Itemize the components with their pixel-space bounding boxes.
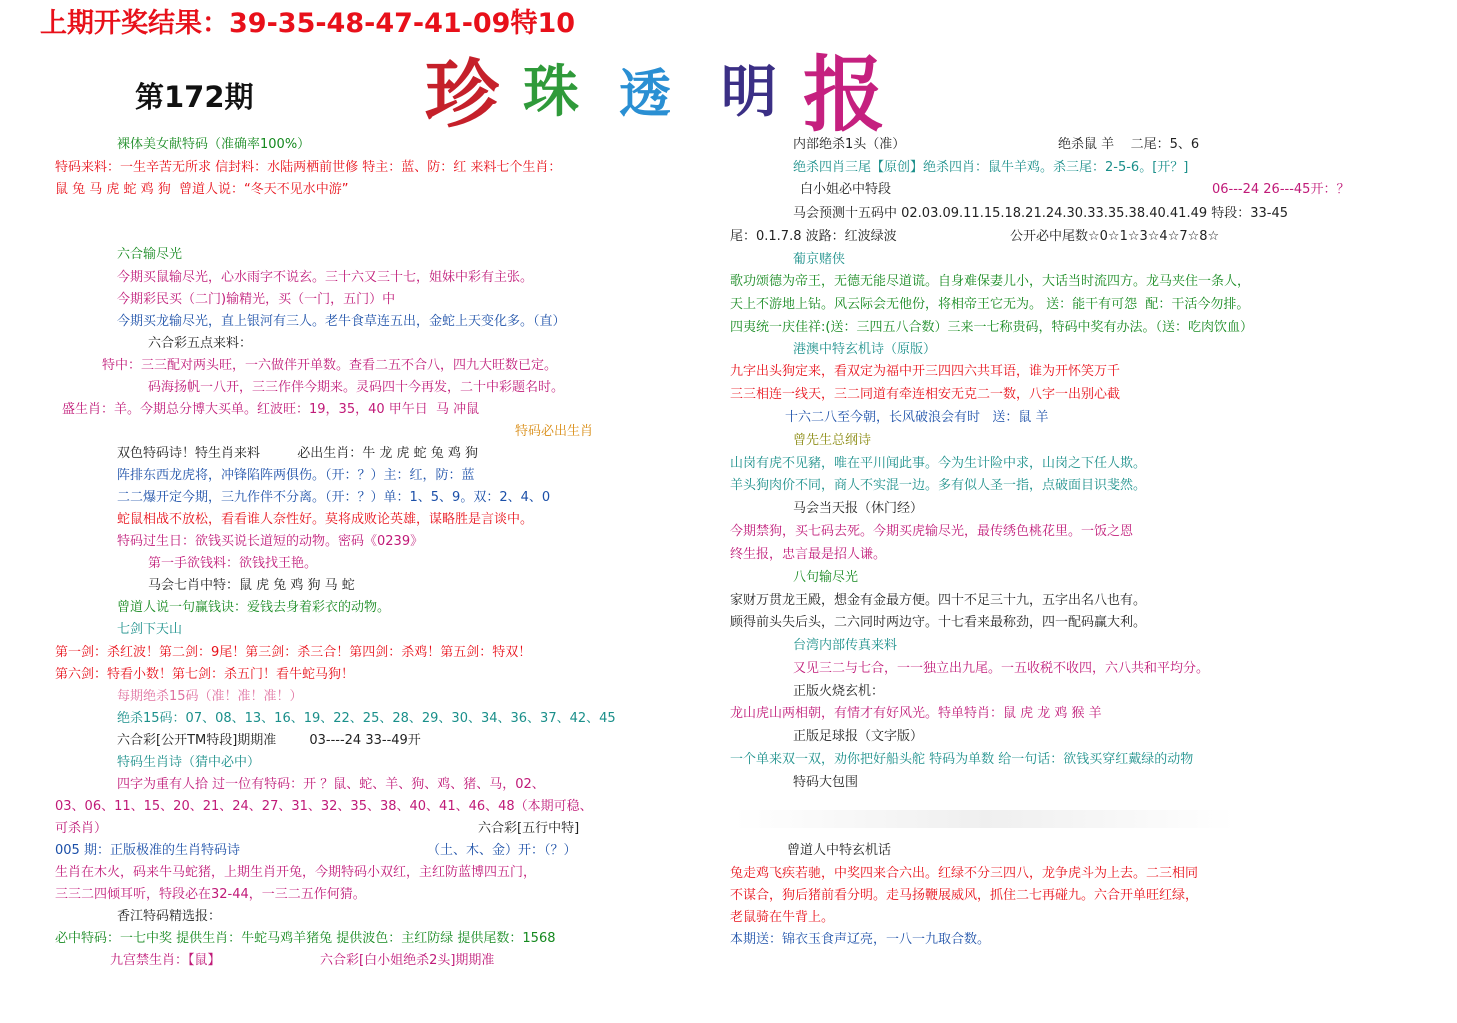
left-line: 今期买龙输尽光，直上银河有三人。老牛食草连五出，金蛇上天变化多。（直） — [117, 314, 566, 329]
left-line: 蛇鼠相战不放松，看看谁人奈性好。莫将成败论英雄，谋略胜是言谈中。 — [117, 512, 534, 527]
right-line: 港澳中特玄机诗（原版） — [793, 342, 937, 357]
right-line: 又见三二与七合，一一独立出九尾。一五收税不收四，六八共和平均分。 — [793, 661, 1210, 676]
right-line: 老鼠骑在牛背上。 — [730, 910, 835, 925]
right-line: 马会当天报（休门经） — [793, 501, 924, 516]
right-line: 台湾内部传真来料 — [793, 638, 898, 653]
left-line: 六合彩[公开TM特段]期期准 03----24 33--49开 — [117, 733, 421, 748]
left-line: 特中：三三配对两头旺，一六做伴开单数。查看二五不合八，四九大旺数已定。 — [102, 358, 558, 373]
right-line: 06---24 26---45开：？ — [1212, 182, 1350, 197]
left-line: 鼠 兔 马 虎 蛇 鸡 狗 曾道人说：“冬天不见水中游” — [55, 182, 349, 197]
left-line: 四字为重有人拾 过一位有特码：开 ？鼠、蛇、羊、狗、鸡、猪、马，02、 — [117, 777, 545, 792]
left-line: 今期买鼠输尽光，心水雨字不说玄。三十六又三十七，姐妹中彩有主张。 — [117, 270, 534, 285]
right-line: 八句输尽光 — [793, 570, 859, 585]
right-line: 家财万贯龙王殿，想金有金最方便。四十不足三十九，五字出名八也有。 — [730, 593, 1147, 608]
right-line: 羊头狗肉价不同，商人不实混一边。多有似人圣一指，点破面目识斐然。 — [730, 478, 1147, 493]
left-line: 二二爆开定今期，三九作伴不分离。（开：？）单：1、5、9。双：2、4、0 — [117, 490, 551, 505]
left-line: 每期绝杀15码（准！准！准！） — [117, 689, 303, 704]
left-line: 特码生肖诗（猜中必中） — [117, 755, 261, 770]
left-line: 马会七肖中特：鼠 虎 兔 鸡 狗 马 蛇 — [148, 578, 355, 593]
left-line: 七剑下天山 — [117, 622, 183, 637]
masthead-char-3: 透 — [619, 64, 672, 125]
masthead-char-2: 珠 — [523, 59, 579, 125]
left-line: 今期彩民买（二门)输精光，买（一门，五门）中 — [117, 292, 396, 307]
right-line: 山岗有虎不见豬，唯在平川闻此事。今为生计险中求，山岗之下任人欺。 — [730, 456, 1147, 471]
right-line: 兔走鸡飞疾若驰，中奖四来合六出。红绿不分三四八，龙争虎斗为上去。二三相同 — [730, 866, 1199, 881]
right-line: 四夷统一庆佳祥:(送：三四五八合数）三来一七称贵码，特码中奖有办法。（送：吃肉饮血） — [730, 320, 1253, 335]
left-line: 裸体美女献特码（准确率100%） — [117, 137, 311, 152]
right-line: 三三相连一线天，三二同道有牵连相安无克二一数，八字一出别心截 — [730, 387, 1121, 402]
left-line: 005 期：正版极准的生肖特码诗 — [55, 843, 240, 858]
right-line: 曾道人中特玄机话 — [787, 843, 892, 858]
left-line: 六合彩[白小姐绝杀2头]期期准 — [320, 953, 495, 968]
left-line: 特码过生日：欲钱买说长道短的动物。密码《0239》 — [117, 534, 424, 549]
right-line: 九字出头狗定来，看双定为福中开三四四六共耳语，谁为开怀笑万千 — [730, 364, 1121, 379]
right-line: 正版火烧玄机： — [793, 684, 885, 699]
right-line: 尾：0.1.7.8 波路：红波绿波 — [730, 229, 897, 244]
left-line: 第一手欲钱料：欲钱找王艳。 — [148, 556, 318, 571]
left-line: 必中特码：一七中奖 提供生肖：牛蛇马鸡羊猪兔 提供波色：主红防绿 提供尾数：1568 — [55, 931, 556, 946]
left-line: 阵排东西龙虎将，冲锋陷阵两俱伤。（开：？）主：红，防：蓝 — [117, 468, 475, 483]
right-line: 终生报，忠言最是招人谦。 — [730, 547, 887, 562]
right-line: 今期禁狗，买七码去死。今期买虎输尽光，最传绣色桃花里。一饭之恩 — [730, 524, 1134, 539]
right-line: 内部绝杀1头（准） — [793, 137, 906, 152]
left-line: （土、木、金）开：（？） — [427, 843, 577, 858]
left-line: 特码来料：一生辛苦无所求 信封料：水陆两栖前世修 特主：蓝、防：红 来料七个生肖： — [55, 160, 562, 175]
right-line: 曾先生总纲诗 — [793, 433, 872, 448]
right-line: 一个单来双一双，劝你把好船头舵 特码为单数 给一句话：欲钱买穿红戴绿的动物 — [730, 752, 1194, 767]
right-line: 本期送：锦衣玉食声辽亮，一八一九取合数。 — [730, 932, 991, 947]
right-line: 歌功颂德为帝王，无德无能尽道谎。自身难保妻儿小，大话当时流四方。龙马夹住一条人， — [730, 274, 1251, 289]
right-line: 顾得前头失后头，二六同时两边守。十七看来最称劲，四一配码赢大利。 — [730, 615, 1147, 630]
left-line: 六合彩[五行中特] — [478, 821, 580, 836]
left-line: 双色特码诗！特生肖来料 必出生肖：牛 龙 虎 蛇 兔 鸡 狗 — [117, 446, 478, 461]
left-line: 绝杀15码：07、08、13、16、19、22、25、28、29、30、34、36、37、42、45 — [117, 711, 616, 726]
right-line: 葡京赌侠 — [793, 252, 846, 267]
right-line: 白小姐必中特段 — [800, 182, 892, 197]
right-line: 不谋合，狗后猪前看分明。走马扬鞭展威风，抓住二七再碰九。六合开单旺红绿， — [730, 888, 1199, 903]
right-line: 十六二八至今朝，长风破浪会有时 送：鼠 羊 — [785, 410, 1049, 425]
masthead-char-1: 珍 — [425, 52, 499, 138]
scan-smudge — [735, 810, 1235, 828]
right-line: 公开必中尾数☆0☆1☆3☆4☆7☆8☆ — [1010, 229, 1220, 244]
left-line: 六合输尽光 — [117, 247, 183, 262]
masthead-char-5: 报 — [803, 47, 886, 143]
right-line: 绝杀四肖三尾【原创】绝杀四肖：鼠牛羊鸡。杀三尾：2-5-6。[开？] — [793, 160, 1189, 175]
right-line: 绝杀鼠 羊 二尾：5、6 — [1058, 137, 1200, 152]
masthead-title — [425, 30, 895, 143]
right-line: 天上不游地上钻。风云际会无他份，将相帝王它无为。 送：能干有可怨 配：干活今勿排。 — [730, 297, 1250, 312]
left-line: 特码必出生肖 — [515, 424, 594, 439]
left-line: 第六剑：特看小数！第七剑：杀五门！看牛蛇马狗！ — [55, 667, 355, 682]
left-line: 可杀肖） — [55, 821, 108, 836]
left-line: 六合彩五点来料： — [148, 336, 253, 351]
right-line: 马会预测十五码中 02.03.09.11.15.18.21.24.30.33.35.38.40.41.49 特段：33-45 — [793, 206, 1289, 221]
left-line: 第一剑：杀红波！第二剑：9尾！第三剑：杀三合！第四剑：杀鸡！第五剑：特双！ — [55, 645, 532, 660]
left-line: 生肖在木火，码来牛马蛇猪，上期生肖开兔，今期特码小双红，主红防蓝博四五门， — [55, 865, 537, 880]
left-line: 码海扬帆一八开，三三作伴今期来。灵码四十今再发，二十中彩题名时。 — [148, 380, 565, 395]
left-line: 盛生肖：羊。今期总分博大买单。红波旺：19，35，40 甲午日 马 冲鼠 — [62, 402, 480, 417]
left-line: 香江特码精选报： — [117, 909, 222, 924]
last-draw-result: 上期开奖结果：39-35-48-47-41-09特10 — [40, 8, 576, 39]
right-line: 正版足球报（文字版） — [793, 729, 924, 744]
issue-number: 第172期 — [135, 80, 254, 114]
left-line: 曾道人说一句赢钱诀：爱钱去身着彩衣的动物。 — [117, 600, 391, 615]
left-line: 三三二四倾耳听，特段必在32-44，一三二五作何猜。 — [55, 887, 366, 902]
right-line: 特码大包围 — [793, 775, 859, 790]
right-line: 龙山虎山两相朝，有情才有好风光。特单特肖：鼠 虎 龙 鸡 猴 羊 — [730, 706, 1102, 721]
left-line: 03、06、11、15、20、21、24、27、31、32、35、38、40、41、46、48（本期可稳、 — [55, 799, 593, 814]
masthead-char-4: 明 — [721, 59, 777, 125]
left-line: 九宫禁生肖：【鼠】 — [110, 953, 221, 968]
